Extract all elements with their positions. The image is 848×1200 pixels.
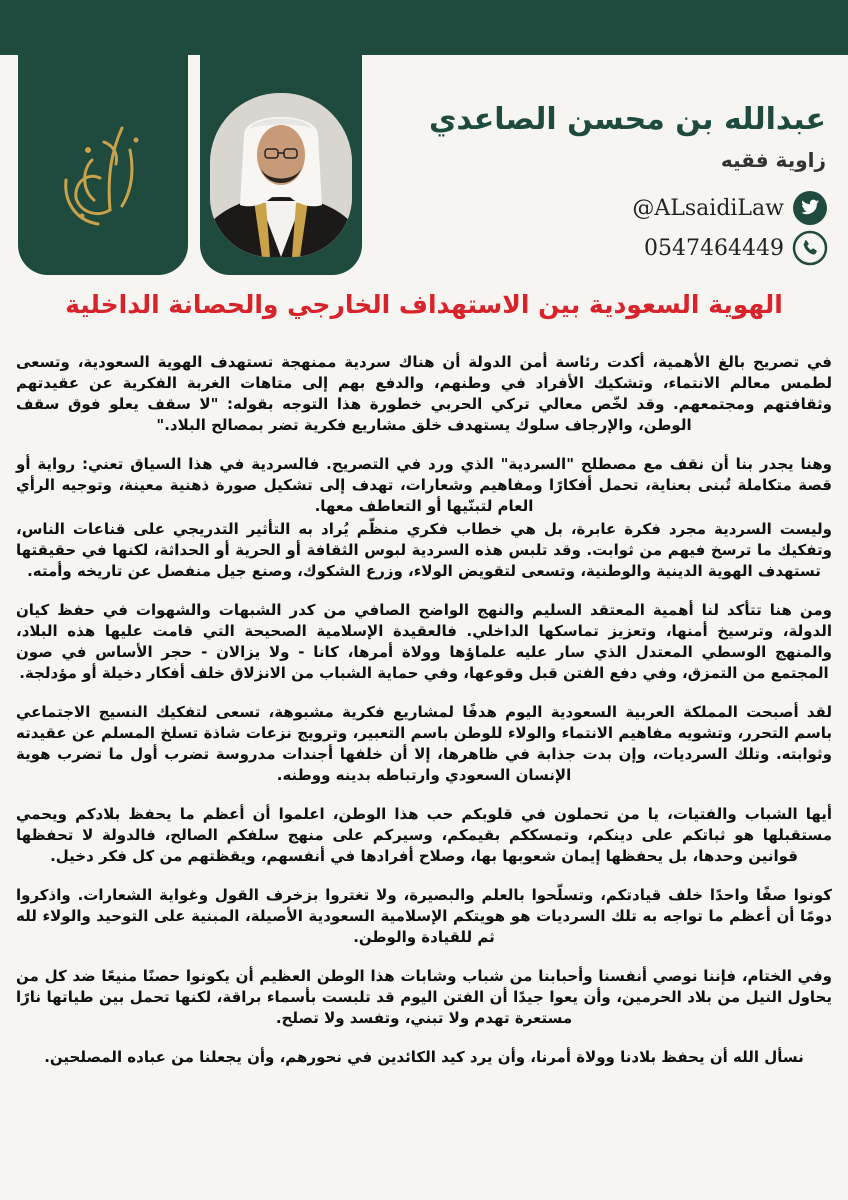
paragraph: نسأل الله أن يحفظ بلادنا وولاة أمرنا، وأن يرد كيد الكائدين في نحورهم، وأن يجعلنا من عباده المصلحين. [44, 1048, 804, 1066]
paragraph: لقد أصبحت المملكة العربية السعودية اليوم هدفًا لمشاريع فكرية مشبوهة، تسعى لتفكيك النسيج الاجتماعي باسم التحرر، وتشويه مفاهيم الانتماء والولاء للوطن باسم التعبير، وترويج نزعات شاذة تسلخ المسلم عن عقيدته وثوابته. وتلك السرديات، وإن بدت جذابة في ظاهرها، إلا أن خلفها أجندات مدروسة تضرب أول ما تضرب هوية الإنسان السعودي وارتباطه بدينه ووطنه. [16, 703, 832, 784]
twitter-bird-icon [792, 190, 828, 226]
paragraph: وليست السردية مجرد فكرة عابرة، بل هي خطاب فكري منظّم يُراد به التأثير التدريجي على قناعات الناس، وتفكيك ما ترسخ فيهم من ثوابت. وقد تلبس هذه السردية لبوس الثقافة أو الحرية أو الحداثة، لكنها في حقيقتها تستهدف الهوية الدينية والوطنية، وتسعى لتقويض الولاء، وزرع الشكوك، وصنع جيل منفصل عن تاريخه وأمته. [16, 520, 832, 580]
top-banner [0, 0, 848, 55]
phone-contact[interactable] [568, 228, 828, 268]
article-body [16, 352, 832, 1086]
twitter-contact[interactable] [568, 188, 828, 228]
author-name: عبدالله بن محسن الصاعدي [428, 102, 826, 137]
paragraph: كونوا صفًا واحدًا خلف قيادتكم، وتسلّحوا بالعلم والبصيرة، ولا تغتروا بزخرف القول وغواية الشعارات. واذكروا دومًا أن أعظم ما تواجه به تلك السرديات هو هويتكم الإسلامية السعودية الأصيلة، المبنية على التوحيد والولاء لله ثم للقيادة والوطن. [16, 886, 832, 946]
column-name: زاوية فقيه [720, 148, 826, 172]
article-title: الهوية السعودية بين الاستهداف الخارجي والحصانة الداخلية [65, 290, 783, 319]
phone-icon [792, 230, 828, 266]
phone-number[interactable]: 0547464449 [644, 235, 784, 261]
paragraph: أيها الشباب والفتيات، يا من تحملون في قلوبكم حب هذا الوطن، اعلموا أن أعظم ما يحفظ بلادكم ويحمي مستقبلها هو ثباتكم على دينكم، وتمسككم بقيمكم، وسيركم على منهج سلفكم الصالح، فالدولة لا تحفظها قوانين وحدها، بل يحفظها إيمان شعوبها بها، وصلاح أفرادها في أنفسهم، ويقظتهم من كل فكر دخيل. [16, 805, 832, 865]
paragraph: وفي الختام، فإننا نوصي أنفسنا وأحبابنا من شباب وشابات هذا الوطن العظيم أن يكونوا حصنًا منيعًا ضد كل من يحاول النيل من بلاد الحرمين، وأن يعوا جيدًا أن الفتن اليوم قد تلبست بأسماء براقة، لكنها تحمل بين طياتها نارًا مستعرة تهدم ولا تبني، وتفسد ولا تصلح. [16, 967, 832, 1027]
paragraph: وهنا يجدر بنا أن نقف مع مصطلح "السردية" الذي ورد في التصريح. فالسردية في هذا السياق تعني: رواية أو قصة متكاملة تُبنى بعناية، تحمل أفكارًا ومفاهيم وشعارات، تهدف إلى تشكيل صورة ذهنية معينة، وتوجيه الرأي العام لتبنّيها أو التعاطف معها. [16, 455, 832, 515]
calligraphy-logo [52, 120, 152, 230]
paragraph: ومن هنا تتأكد لنا أهمية المعتقد السليم والنهج الواضح الصافي من كدر الشبهات والشهوات في حفظ كيان الدولة، وترسيخ أمنها، وتعزيز تماسكها الداخلي. فالعقيدة الإسلامية الصحيحة التي قامت عليها هذه البلاد، والمنهج الوسطي المعتدل الذي سار عليه علماؤها وولاة أمرها، كانا - ولا يزالان - حجر الأساس في صون المجتمع من التمزق، وفي دفع الفتن قبل وقوعها، وفي حماية الشباب من الانزلاق خلف أفكار دخيلة أو مؤدلجة. [16, 601, 832, 682]
paragraph: في تصريح بالغ الأهمية، أكدت رئاسة أمن الدولة أن هناك سردية ممنهجة تستهدف الهوية السعودية، وتسعى لطمس معالم الانتماء، وتشكيك الأفراد في وطنهم، والدفع بهم إلى متاهات الغربة الفكرية عن عقيدتهم وثقافتهم ومجتمعهم. وقد لخّص معالي تركي الحربي خطورة هذا التوجه بقوله: "لا سقف يعلو فوق سقف الوطن، والإرجاف سلوك يستهدف خلق مشاريع فكرية تضر بمصالح البلاد." [16, 353, 832, 434]
author-photo [210, 93, 352, 257]
twitter-handle[interactable]: @ALsaidiLaw [632, 195, 784, 221]
